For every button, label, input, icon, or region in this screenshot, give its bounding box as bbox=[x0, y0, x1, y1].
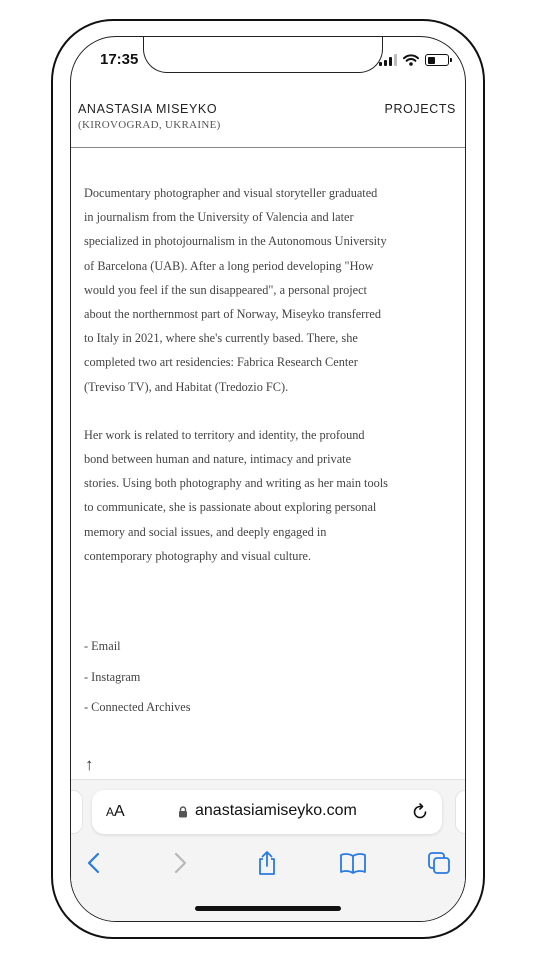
bio-line: specialized in photojournalism in the Autonomous University bbox=[84, 234, 387, 249]
bio-line: bond between human and nature, intimacy and private bbox=[84, 452, 352, 467]
bio-paragraph-2 bbox=[84, 423, 444, 568]
site-title[interactable]: ANASTASIA MISEYKO bbox=[78, 102, 218, 116]
reload-icon[interactable] bbox=[410, 802, 430, 822]
forward-button[interactable] bbox=[165, 848, 195, 878]
tabs-button[interactable] bbox=[424, 848, 454, 878]
bio-line: would you feel if the sun disappeared", a personal project bbox=[84, 282, 367, 297]
forward-icon bbox=[172, 852, 188, 874]
back-button[interactable] bbox=[79, 848, 109, 878]
aa-large-letter: A bbox=[114, 803, 125, 820]
bio-line: Documentary photographer and visual storyteller graduated bbox=[84, 186, 378, 200]
tabs-icon bbox=[427, 851, 451, 875]
next-tab-peek[interactable] bbox=[455, 790, 466, 834]
bio-line: about the northernmost part of Norway, Miseyko transferred bbox=[84, 307, 381, 322]
share-button[interactable] bbox=[252, 848, 282, 878]
lock-icon bbox=[178, 806, 188, 818]
share-icon bbox=[256, 850, 278, 876]
home-indicator bbox=[195, 906, 341, 911]
bio-line: memory and social issues, and deeply engaged in bbox=[84, 524, 327, 539]
bio-paragraph-1 bbox=[84, 181, 444, 399]
bio-line: to Italy in 2021, where she's currently based. There, she bbox=[84, 331, 358, 346]
bio-line: (Treviso TV), and Habitat (Tredozio FC). bbox=[84, 379, 289, 394]
nav-projects-link[interactable]: PROJECTS bbox=[384, 102, 456, 116]
bio-text bbox=[84, 181, 444, 592]
bio-line: of Barcelona (UAB). After a long period developing "How bbox=[84, 258, 374, 273]
bio-line: stories. Using both photography and writing as her main tools bbox=[84, 476, 388, 491]
bio-line: to communicate, she is passionate about exploring personal bbox=[84, 500, 377, 515]
previous-tab-peek[interactable] bbox=[70, 790, 83, 834]
bio-line: completed two art residencies: Fabrica Research Center bbox=[84, 355, 358, 370]
back-to-top-arrow-icon[interactable]: ↑ bbox=[85, 755, 94, 774]
reader-aa-button[interactable] bbox=[106, 803, 125, 821]
aa-small-letter: A bbox=[106, 805, 115, 819]
safari-bottom-bar bbox=[71, 779, 466, 922]
bio-line: contemporary photography and visual culture. bbox=[84, 548, 312, 563]
wifi-icon bbox=[403, 54, 419, 66]
notch bbox=[143, 36, 383, 73]
status-icons bbox=[379, 54, 449, 66]
connected-archives-link[interactable]: - Connected Archives bbox=[84, 700, 191, 714]
address-bar[interactable] bbox=[92, 790, 442, 834]
email-link[interactable]: - Email bbox=[84, 639, 121, 653]
bookmarks-button[interactable] bbox=[338, 848, 368, 878]
site-header bbox=[71, 101, 466, 148]
bookmarks-icon bbox=[339, 852, 367, 874]
bio-line: in journalism from the University of Valencia and later bbox=[84, 210, 354, 225]
status-time: 17:35 bbox=[100, 51, 139, 68]
site-subtitle: (KIROVOGRAD, UKRAINE) bbox=[78, 119, 221, 131]
contact-links bbox=[84, 639, 191, 731]
url-text[interactable]: anastasiamiseyko.com bbox=[195, 802, 357, 819]
phone-screen bbox=[70, 36, 466, 922]
back-icon bbox=[86, 852, 102, 874]
instagram-link[interactable]: - Instagram bbox=[84, 669, 141, 684]
signal-icon bbox=[379, 54, 397, 66]
battery-icon bbox=[425, 54, 449, 66]
bio-line: Her work is related to territory and identity, the profound bbox=[84, 427, 365, 442]
